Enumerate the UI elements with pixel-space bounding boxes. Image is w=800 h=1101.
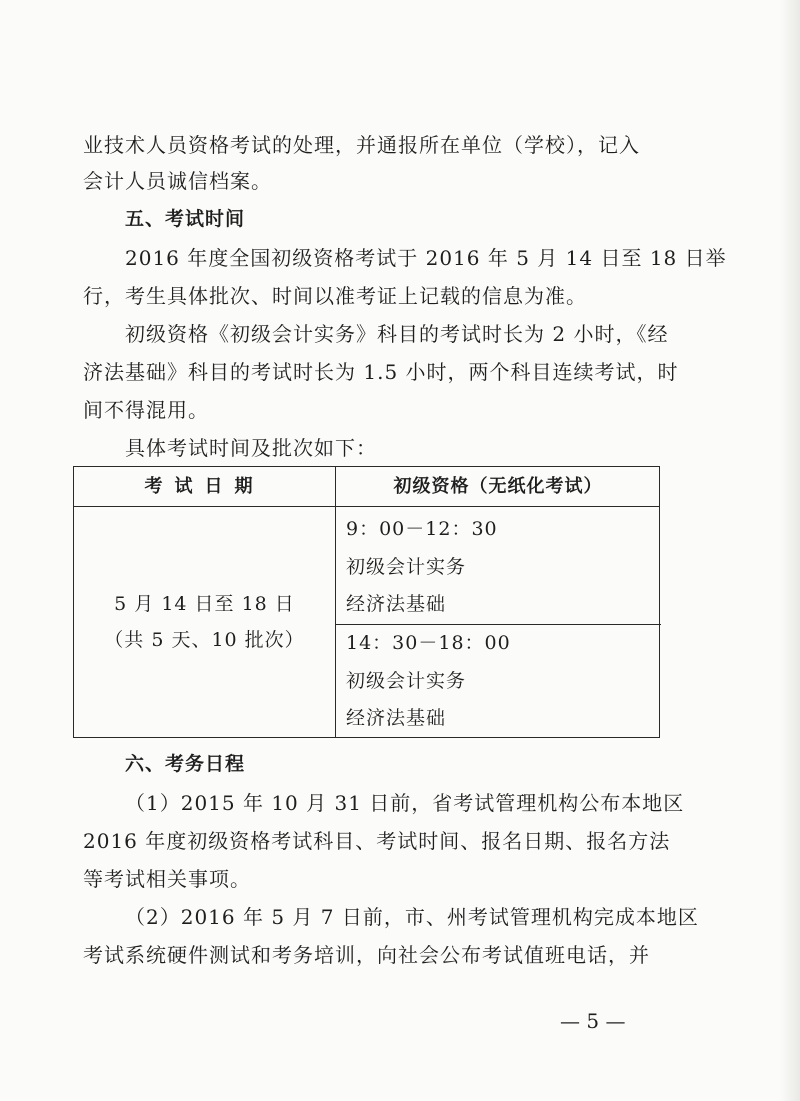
paragraph-line: 间不得混用。 — [83, 398, 209, 422]
paragraph-line: 初级资格《初级会计实务》科目的考试时长为 2 小时，《经 — [125, 322, 669, 346]
page-number: — 5 — — [560, 1009, 626, 1033]
paragraph-line: 2016 年度全国初级资格考试于 2016 年 5 月 14 日至 18 日举 — [125, 246, 727, 270]
exam-date-range: 5 月 14 日至 18 日 — [114, 593, 295, 615]
paragraph-line: 业技术人员资格考试的处理，并通报所在单位（学校），记入 — [83, 133, 640, 157]
session2-subject: 经济法基础 — [346, 707, 447, 729]
paragraph-line: 具体考试时间及批次如下： — [125, 436, 377, 460]
section-heading-exam-time: 五、考试时间 — [125, 208, 246, 230]
paragraph-line: 会计人员诚信档案。 — [83, 169, 272, 193]
paragraph-line: 考试系统硬件测试和考务培训，向社会公布考试值班电话，并 — [83, 943, 650, 967]
scan-edge-shadow — [780, 0, 800, 1101]
table-header-date: 考试日期 — [144, 476, 265, 497]
session1-subject: 初级会计实务 — [346, 556, 467, 578]
section-heading-exam-schedule: 六、考务日程 — [125, 753, 246, 775]
paragraph-line: （2）2016 年 5 月 7 日前，市、州考试管理机构完成本地区 — [125, 905, 699, 929]
exam-batch-count: （共 5 天、10 批次） — [104, 629, 305, 651]
table-column-divider — [335, 467, 336, 737]
session2-subject: 初级会计实务 — [346, 670, 467, 692]
paragraph-line: 2016 年度初级资格考试科目、考试时间、报名日期、报名方法 — [83, 829, 671, 853]
paragraph-line: 济法基础》科目的考试时长为 1.5 小时，两个科目连续考试，时 — [83, 360, 679, 384]
paragraph-line: 行，考生具体批次、时间以准考证上记载的信息为准。 — [83, 284, 587, 308]
session1-time: 9：00－12：30 — [346, 518, 498, 540]
exam-schedule-table — [73, 466, 660, 738]
paragraph-line: （1）2015 年 10 月 31 日前，省考试管理机构公布本地区 — [125, 791, 685, 815]
table-row-divider — [335, 624, 661, 625]
paragraph-line: 等考试相关事项。 — [83, 867, 251, 891]
session1-subject: 经济法基础 — [346, 593, 447, 615]
session2-time: 14：30－18：00 — [346, 632, 511, 654]
table-header-level: 初级资格（无纸化考试） — [393, 476, 603, 497]
